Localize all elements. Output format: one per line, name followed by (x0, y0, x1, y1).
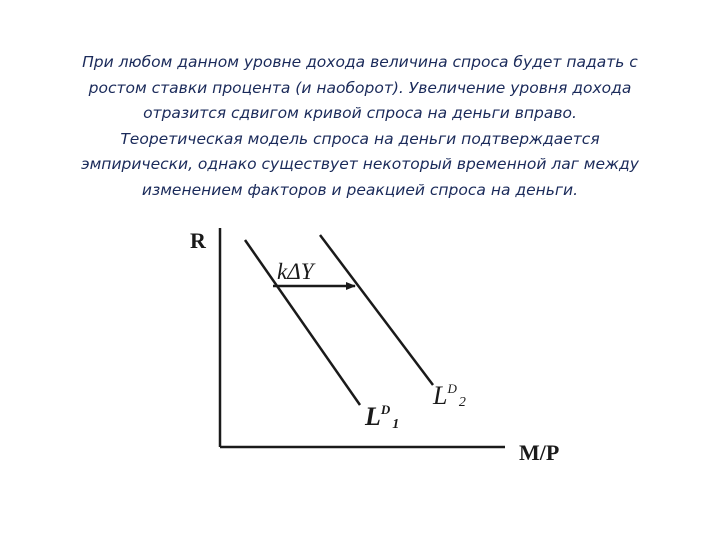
curve-2-label-sup: D (447, 381, 457, 396)
shift-label: kΔY (277, 259, 314, 284)
curve-1-label (364, 402, 399, 432)
caption-line: эмпирически, однако существует некоторый временной лаг между (81, 155, 639, 173)
x-axis-label: M/P (519, 440, 560, 465)
demand-curve-2 (320, 235, 433, 385)
curve-1-label-sup: D (380, 402, 391, 417)
curve-2-label (432, 381, 466, 410)
curve-2-label-main: L (433, 381, 448, 410)
curve-1-label-main: L (365, 402, 381, 431)
caption-line: изменением факторов и реакцией спроса на деньги. (141, 180, 579, 199)
curve-2-label-sub: 2 (458, 395, 466, 410)
caption-line: При любом данном уровне дохода величина спроса будет падать с (82, 53, 638, 71)
caption-line: ростом ставки процента (и наоборот). Увеличение уровня дохода (88, 78, 632, 97)
curve-1-label-sub: 1 (392, 417, 400, 432)
caption-line: отразится сдвигом кривой спроса на деньги вправо. (143, 104, 577, 122)
y-axis-label: R (190, 228, 206, 253)
caption-line: Теоретическая модель спроса на деньги подтверждается (120, 129, 600, 148)
